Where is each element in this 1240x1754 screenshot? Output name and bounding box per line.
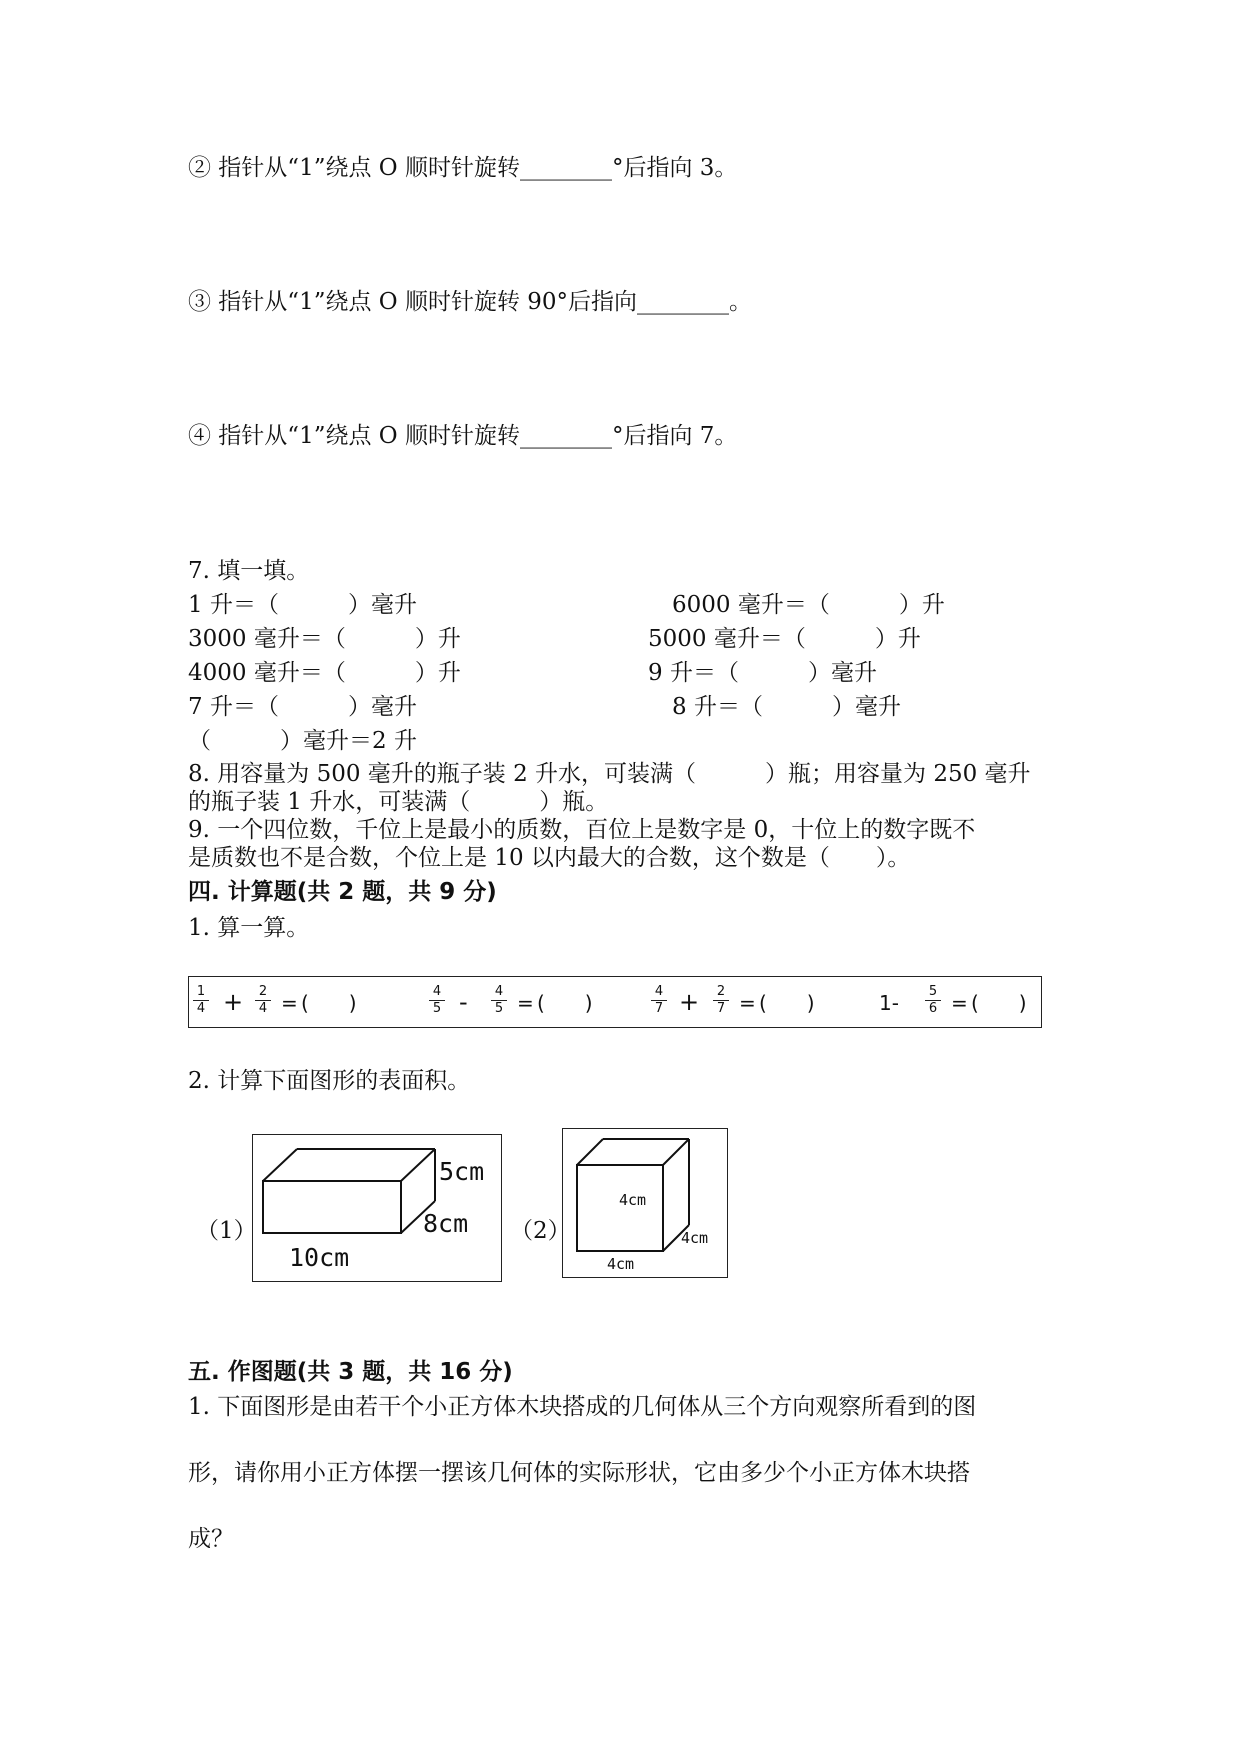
section-5-q1-line-2: 形，请你用小正方体摆一摆该几何体的实际形状，它由多少个小正方体木块搭	[188, 1460, 970, 1486]
fraction: 1 4	[193, 985, 209, 1016]
length-label: 10cm	[289, 1243, 350, 1272]
answer-blank: ( )	[301, 991, 357, 1015]
answer-blank: ( )	[971, 991, 1027, 1015]
fraction: 2 7	[713, 985, 729, 1016]
answer-blank: ( )	[537, 991, 593, 1015]
cube-edge-label: 4cm	[607, 1255, 635, 1273]
fraction: 4 5	[491, 985, 507, 1016]
section-5-q1-line-1: 1. 下面图形是由若干个小正方体木块搭成的几何体从三个方向观察所看到的图	[188, 1394, 977, 1420]
plus-sign: +	[679, 988, 700, 1016]
cuboid-figure	[252, 1134, 502, 1282]
figure-2-label: （2）	[510, 1218, 571, 1244]
q7-row1-left: 1 升＝（ ）毫升	[188, 592, 417, 618]
q6-line-3: ③ 指针从“1”绕点 O 顺时针旋转 90°后指向________。	[188, 289, 753, 315]
width-label: 8cm	[423, 1209, 469, 1238]
height-label: 5cm	[439, 1157, 485, 1186]
section-4-heading: 四. 计算题(共 2 题，共 9 分)	[188, 879, 497, 905]
section-4-q2-title: 2. 计算下面图形的表面积。	[188, 1068, 471, 1094]
q7-row3-left: 4000 毫升＝（ ）升	[188, 660, 461, 686]
q8-line-2: 的瓶子装 1 升水，可装满（ ）瓶。	[188, 789, 609, 815]
q7-title: 7. 填一填。	[188, 558, 310, 584]
section-5-q1-line-3: 成？	[188, 1526, 234, 1552]
q7-row2-right: 5000 毫升＝（ ）升	[648, 626, 921, 652]
minus-sign: -	[459, 988, 468, 1016]
q7-row4-right: 8 升＝（ ）毫升	[672, 694, 901, 720]
fraction: 5 6	[925, 985, 941, 1016]
section-4-q1-title: 1. 算一算。	[188, 915, 310, 941]
one-minus: 1-	[879, 991, 899, 1015]
q9-line-2: 是质数也不是合数，个位上是 10 以内最大的合数，这个数是（ ）。	[188, 845, 911, 871]
fraction: 2 4	[255, 985, 271, 1016]
plus-sign: +	[223, 988, 244, 1016]
q7-row3-right: 9 升＝（ ）毫升	[648, 660, 877, 686]
q7-row2-left: 3000 毫升＝（ ）升	[188, 626, 461, 652]
answer-blank: ( )	[759, 991, 815, 1015]
equals-sign: =	[517, 991, 534, 1015]
q7-last: （ ）毫升＝2 升	[188, 728, 417, 754]
equals-sign: =	[739, 991, 756, 1015]
fraction: 4 5	[429, 985, 445, 1016]
equals-sign: =	[281, 991, 298, 1015]
q7-row4-left: 7 升＝（ ）毫升	[188, 694, 417, 720]
q6-line-2: ② 指针从“1”绕点 O 顺时针旋转________°后指向 3。	[188, 155, 738, 181]
q9-line-1: 9. 一个四位数，千位上是最小的质数，百位上是数字是 0，十位上的数字既不	[188, 817, 976, 843]
cube-edge-label: 4cm	[619, 1191, 647, 1209]
calc-strip	[188, 976, 1042, 1028]
q8-line-1: 8. 用容量为 500 毫升的瓶子装 2 升水，可装满（ ）瓶；用容量为 250 毫升	[188, 761, 1031, 787]
cube-figure	[562, 1128, 728, 1278]
q6-line-4: ④ 指针从“1”绕点 O 顺时针旋转________°后指向 7。	[188, 423, 738, 449]
cube-edge-label: 4cm	[681, 1229, 709, 1247]
section-5-heading: 五. 作图题(共 3 题，共 16 分)	[188, 1359, 513, 1385]
equals-sign: =	[951, 991, 968, 1015]
q7-row1-right: 6000 毫升＝（ ）升	[672, 592, 945, 618]
figure-1-label: （1）	[196, 1218, 257, 1244]
fraction: 4 7	[651, 985, 667, 1016]
